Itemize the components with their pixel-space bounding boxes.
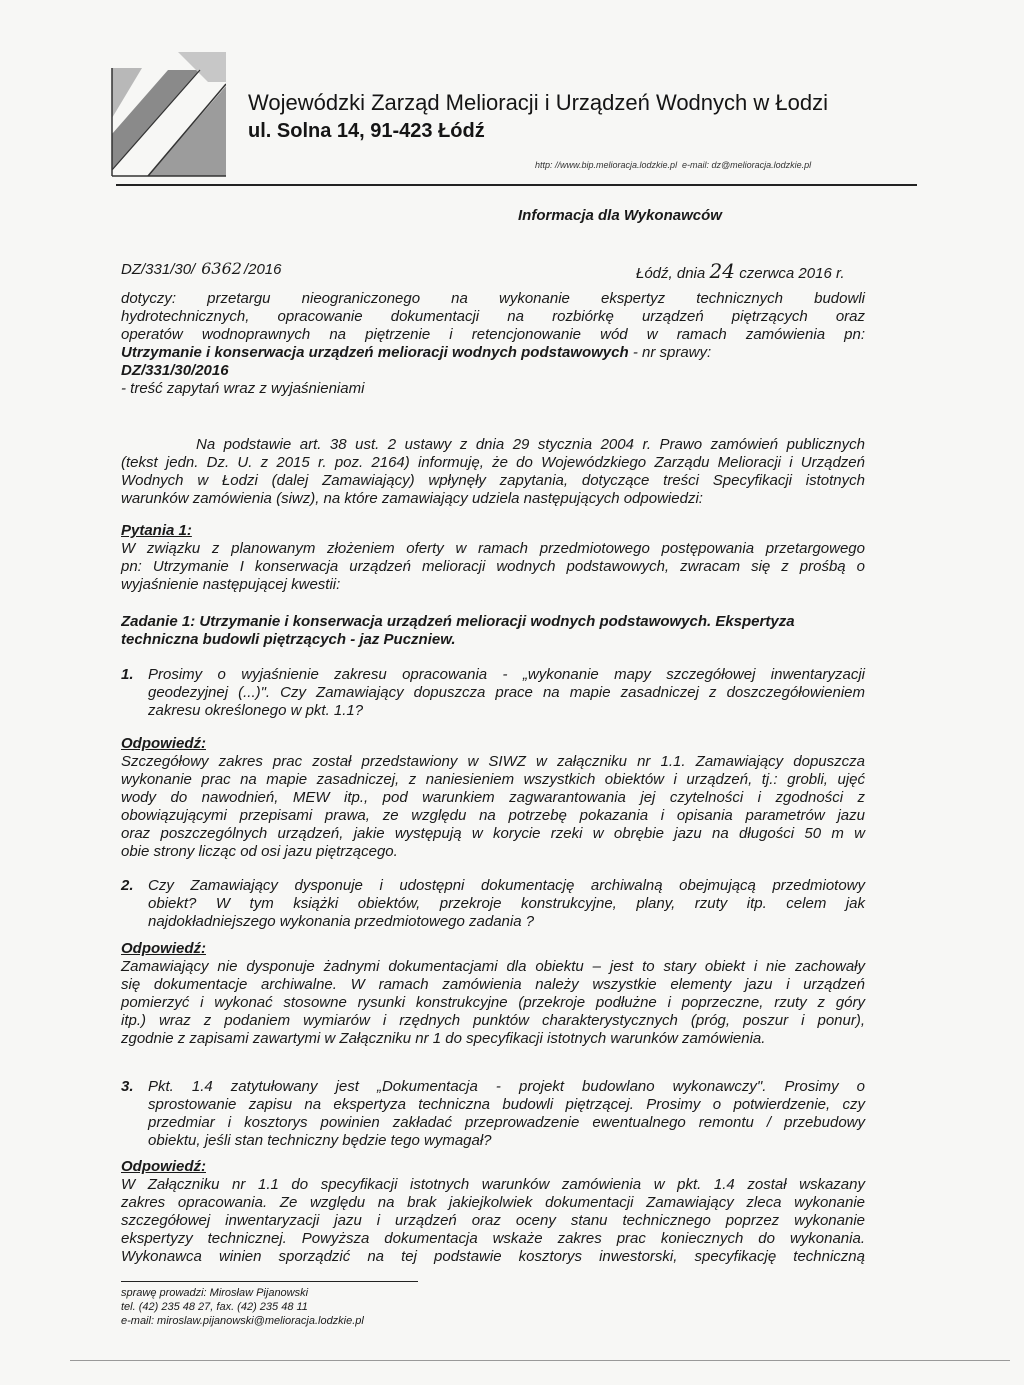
subject-label: dotyczy: xyxy=(121,290,177,307)
item-question-line: przedmiar i kosztorys powinien zakładać przeprowadzenie ewentualnego remontu / przebudowy xyxy=(148,1114,865,1131)
subject-line: operatów wodnoprawnych na piętrzenie i retencjonowanie wód w ramach zamówienia pn: xyxy=(121,326,865,343)
item-answer-line: Zamawiający nie dysponuje żadnymi dokumentacjami dla obiektu – jest to stary obiekt i nie zachowały xyxy=(121,958,865,975)
item-question xyxy=(148,1078,865,1150)
date-handwritten-day: 24 xyxy=(709,259,735,283)
item-answer xyxy=(121,1176,865,1266)
item-answer-line: oraz poszczególnych urządzeń, jakie występują w korycie rzeki w obrębie jazu na długości 50 m w xyxy=(121,825,865,842)
item-question-line: Pkt. 1.4 zatytułowany jest „Dokumentacja - projekt budowlano wykonawczy". Prosimy o xyxy=(148,1078,865,1095)
task-line: techniczna budowli piętrzących - jaz Puczniew. xyxy=(121,631,456,648)
organization-address: ul. Solna 14, 91-423 Łódź xyxy=(248,120,485,142)
item-answer-line: obowiązującymi przepisami prawa, ze względu na potrzebę pokazania i opisania parametrów jazu xyxy=(121,807,865,824)
header-divider xyxy=(116,184,917,186)
item-answer xyxy=(121,753,865,861)
subject-bold-title: Utrzymanie i konserwacja urządzeń melioracji wodnych podstawowych xyxy=(121,344,629,361)
item-number: 1. xyxy=(121,666,134,683)
item-answer-line: zgodnie z zapisami zawartymi w Załączniku nr 1 do specyfikacji istotnych warunków zamówienia. xyxy=(121,1030,766,1047)
item-answer-line: Wykonawca winien sporządzić na tej podstawie kosztorys inwestorski, specyfikację techniczną xyxy=(121,1248,865,1265)
item-answer-line: wody do nawodnień, MEW itp., pod warunkiem zagwarantowania jej czytelności i zgodności z xyxy=(121,789,865,806)
item-question-line: Czy Zamawiający dysponuje i udostępni dokumentację archiwalną obejmującą przedmiotowy xyxy=(148,877,865,894)
item-answer-line: obie strony licząc od osi jazu piętrzącego. xyxy=(121,843,398,860)
item-answer-line: Szczegółowy zakres prac został przedstawiony w SIWZ w załączniku nr 1.1. Zamawiający dopuszcza xyxy=(121,753,865,770)
item-question-line: obiektu, jeśli stan techniczny będzie tego wymagał? xyxy=(148,1132,492,1149)
organization-name: Wojewódzki Zarząd Melioracji i Urządzeń Wodnych w Łodzi xyxy=(248,90,828,115)
item-number: 3. xyxy=(121,1078,134,1095)
item-question-line: Prosimy o wyjaśnienie zakresu opracowania - „wykonanie mapy szczegółowej inwentaryzacji xyxy=(148,666,865,683)
document-heading: Informacja dla Wykonawców xyxy=(518,207,722,224)
questions-heading: Pytania 1: xyxy=(121,522,192,539)
intro-line: Wodnych w Łodzi (dalej Zamawiający) wpłynęły zapytania, dotyczące treści Specyfikacji istotnych xyxy=(121,472,865,489)
questions-block xyxy=(121,540,865,594)
item-answer-line: zakres opracowania. Ze względu na brak jakiejkolwiek dokumentacji Zamawiający zleca wykonanie xyxy=(121,1194,865,1211)
reference-number xyxy=(121,259,281,278)
task-block xyxy=(121,613,865,649)
item-answer-line: W Załączniku nr 1.1 do specyfikacji istotnych warunków zamówienia w pkt. 1.4 został wskazany xyxy=(121,1176,865,1193)
item-question-line: geodezyjnej (...)". Czy Zamawiający dopuszcza prace na mapie zasadniczej z doszczegółowieniem xyxy=(148,684,865,701)
item-number: 2. xyxy=(121,877,134,894)
reference-handwritten: 6362 xyxy=(201,259,242,278)
item-answer-line: wykonanie prac na mapie zasadniczej, z naniesieniem wszystkich obiektów i urządzeń, tj.: grobli, ujęć xyxy=(121,771,865,788)
answer-label: Odpowiedź: xyxy=(121,940,206,957)
date-prefix: Łódź, dnia xyxy=(636,265,706,282)
document-date xyxy=(636,259,845,283)
answer-label: Odpowiedź: xyxy=(121,1158,206,1175)
subject-line: hydrotechnicznych, opracowanie dokumentacji na rozbiórkę urządzeń piętrzących oraz xyxy=(121,308,865,325)
reference-prefix: DZ/331/30/ xyxy=(121,261,196,278)
intro-block xyxy=(121,436,865,508)
intro-line: warunków zamówienia (siwz), na które zamawiający udziela następujących odpowiedzi: xyxy=(121,490,703,507)
header-email-link[interactable]: e-mail: dz@melioracja.lodzkie.pl xyxy=(682,160,812,170)
item-answer-line: szczegółowej inwentaryzacji jazu i urządzeń oraz oceny stanu technicznego poprzez wykonanie xyxy=(121,1212,865,1229)
footer-email-link[interactable]: e-mail: miroslaw.pijanowski@melioracja.lodzkie.pl xyxy=(121,1315,364,1327)
task-label: Zadanie 1: xyxy=(121,613,196,630)
intro-line: Na podstawie art. 38 ust. 2 ustawy z dnia 29 stycznia 2004 r. Prawo zamówień publicznych xyxy=(196,436,865,453)
footer-contact-person: sprawę prowadzi: Mirosław Pijanowski xyxy=(121,1287,309,1299)
subject-block xyxy=(121,290,865,398)
intro-line: (tekst jedn. Dz. U. z 2015 r. poz. 2164) informuję, że do Wojewódzkiego Zarządu Melioracji i Urządzeń xyxy=(121,454,865,471)
subject-line: dotyczy: przetargu nieograniczonego na wykonanie ekspertyz technicznych budowli xyxy=(121,290,865,307)
questions-line: W związku z planowanym złożeniem oferty w ramach przedmiotowego postępowania przetargowego xyxy=(121,540,865,557)
subject-case-number: DZ/331/30/2016 xyxy=(121,362,229,379)
questions-line: pn: Utrzymanie I konserwacja urządzeń melioracji wodnych podstawowych, zwracam się z prośbą o xyxy=(121,558,865,575)
item-answer-line: itp.) wraz z podaniem wymiarów i rzędnych punktów charakterystycznych (próg, poszur i ponur), xyxy=(121,1012,865,1029)
website-link[interactable]: http: //www.bip.melioracja.lodzkie.pl xyxy=(535,160,678,170)
footer-contact xyxy=(121,1286,364,1328)
item-question-line: obiekt? W tym książki obiektów, przekroje konstrukcyjne, plany, rzuty itp. celem jak xyxy=(148,895,865,912)
item-answer-line: ekspertyzy technicznej. Powyższa dokumentacja wskaże zakres prac koniecznych do wykonania. xyxy=(121,1230,865,1247)
reference-suffix: /2016 xyxy=(243,261,282,278)
task-line: Zadanie 1: Utrzymanie i konserwacja urządzeń melioracji wodnych podstawowych. Ekspertyza xyxy=(121,613,795,630)
item-question xyxy=(148,666,865,720)
item-question-line: zakresu określonego w pkt. 1.1? xyxy=(148,702,364,719)
item-answer xyxy=(121,958,865,1048)
page-bottom-line xyxy=(70,1360,1010,1361)
item-question-line: najdokładniejszego wykonania przedmiotowego zadania ? xyxy=(148,913,535,930)
organization-logo-icon xyxy=(108,48,226,178)
questions-line: wyjaśnienie następującej kwestii: xyxy=(121,576,341,593)
subject-case-label: - nr sprawy: xyxy=(628,344,712,361)
subject-note: - treść zapytań wraz z wyjaśnieniami xyxy=(121,380,365,397)
date-suffix: czerwca 2016 r. xyxy=(739,265,845,282)
item-question-line: sprostowanie zapisu na ekspertyza techniczna budowli piętrzącej. Prosimy o potwierdzenie, czy xyxy=(148,1096,865,1113)
subject-title-line xyxy=(121,344,865,362)
item-answer-line: pomierzyć i wykonać stosowne rysunki konstrukcyjne (przekroje podłużne i poprzeczne, rzuty z góry xyxy=(121,994,865,1011)
item-question xyxy=(148,877,865,931)
answer-label: Odpowiedź: xyxy=(121,735,206,752)
footer-divider xyxy=(121,1281,418,1282)
item-answer-line: się dokumentacje archiwalne. W ramach zamówienia należy wszystkie elementy jazu i urządzeń xyxy=(121,976,865,993)
footer-phone: tel. (42) 235 48 27, fax. (42) 235 48 11 xyxy=(121,1301,308,1313)
